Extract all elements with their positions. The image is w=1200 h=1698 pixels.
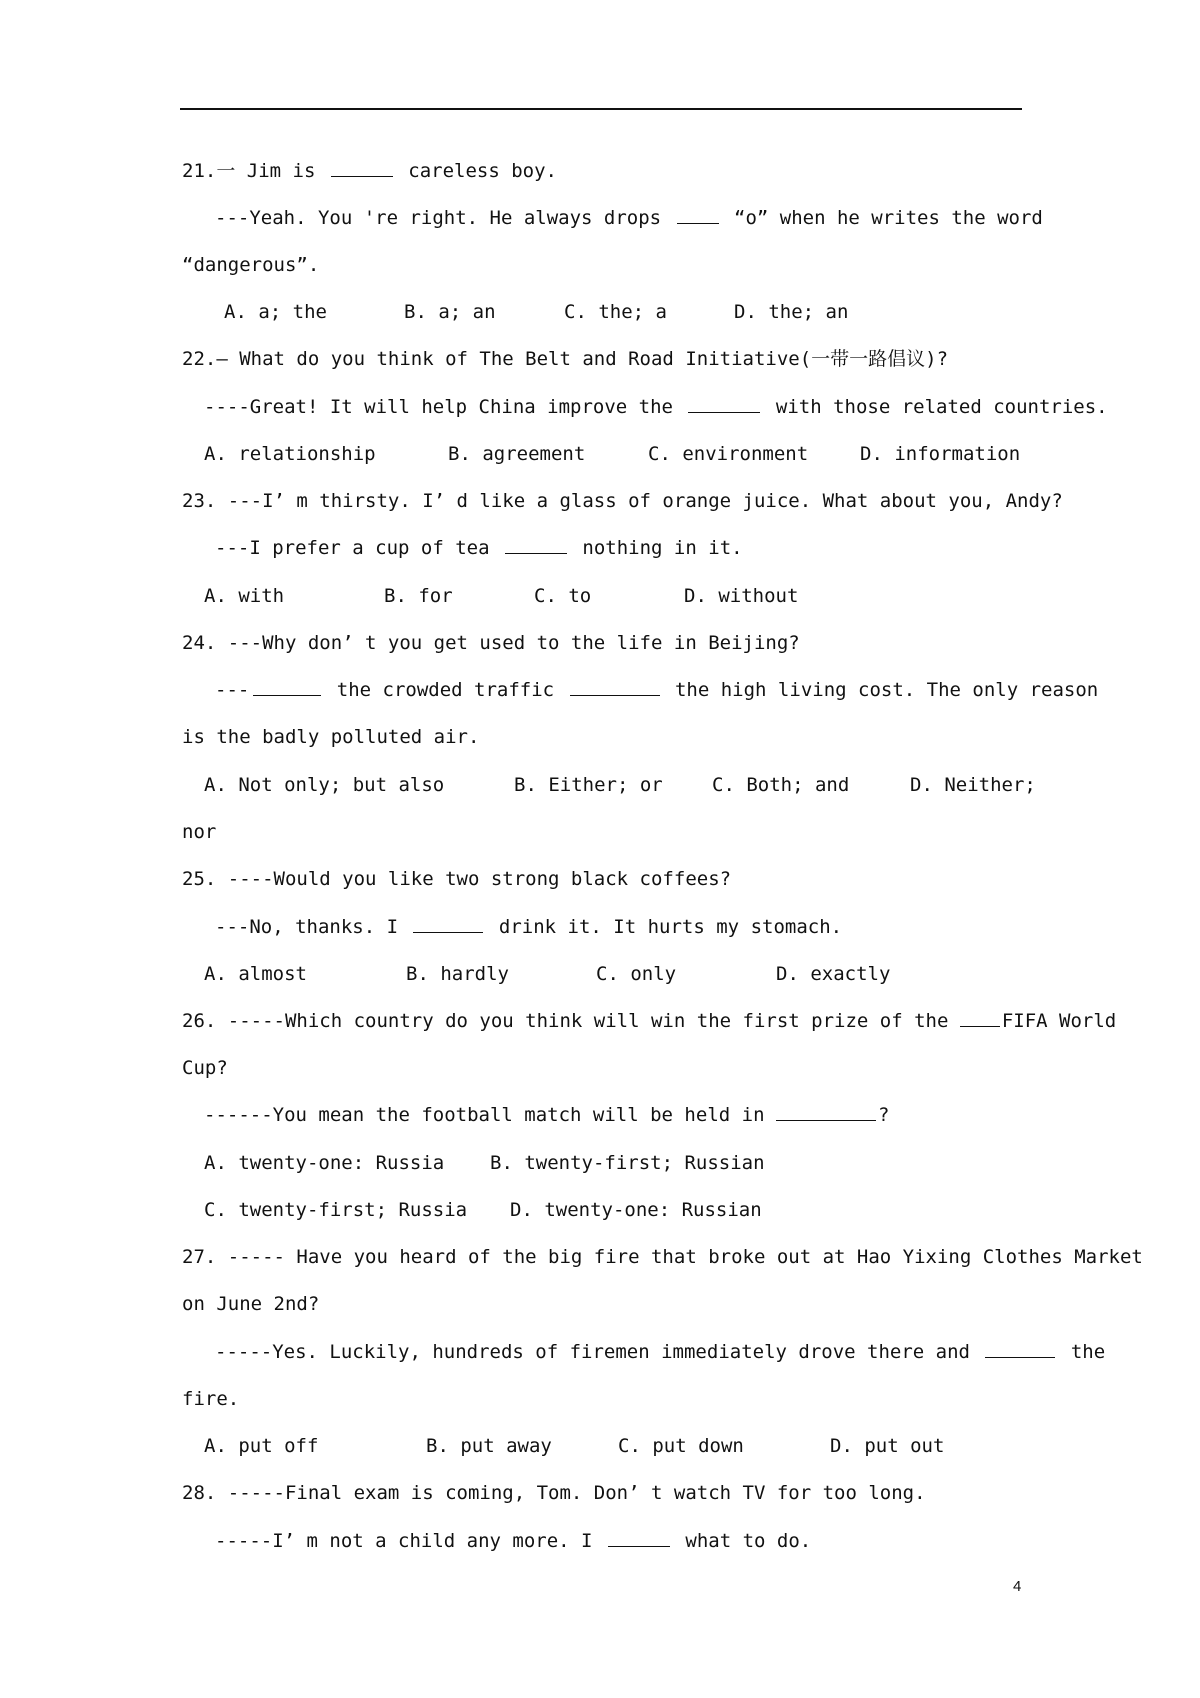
question-21-stem-post: careless boy. xyxy=(396,160,557,182)
question-28-stem: 28. -----Final exam is coming, Tom. Don’ t watch TV for too long. xyxy=(182,1482,926,1504)
question-27-reply-cont: fire. xyxy=(182,1388,240,1410)
answer-blank[interactable] xyxy=(688,394,760,413)
option-b[interactable]: B. put away xyxy=(426,1435,552,1457)
question-25-reply-pre: ---No, thanks. I xyxy=(215,916,410,938)
answer-blank[interactable] xyxy=(505,535,567,554)
question-24-stem: 24. ---Why don’ t you get used to the life in Beijing? xyxy=(182,632,800,654)
option-c[interactable]: C. to xyxy=(534,585,592,607)
question-22-reply-post: with those related countries. xyxy=(764,396,1108,418)
question-24-reply-cont: is the badly polluted air. xyxy=(182,726,480,748)
option-a[interactable]: A. relationship xyxy=(204,443,376,465)
question-21-options xyxy=(224,297,864,327)
question-23-reply-post: nothing in it. xyxy=(570,537,743,559)
option-d[interactable]: D. Neither; xyxy=(910,774,1036,796)
question-24-reply-pre: --- xyxy=(215,679,250,701)
option-b[interactable]: B. Either; or xyxy=(514,774,663,796)
option-a[interactable]: A. twenty-one: Russia xyxy=(204,1152,445,1174)
question-26-stem-cont: Cup? xyxy=(182,1057,228,1079)
question-23-reply-pre: ---I prefer a cup of tea xyxy=(215,537,501,559)
option-c[interactable]: C. environment xyxy=(648,443,809,465)
option-a[interactable]: A. Not only; but also xyxy=(204,774,445,796)
question-27-reply-pre: -----Yes. Luckily, hundreds of firemen immediately drove there and xyxy=(215,1341,982,1363)
question-21-reply-cont: “dangerous”. xyxy=(182,254,320,276)
option-b[interactable]: B. for xyxy=(384,585,453,607)
answer-blank[interactable] xyxy=(776,1102,876,1121)
option-d[interactable]: D. the; an xyxy=(734,301,849,323)
answer-blank[interactable] xyxy=(413,914,483,933)
question-28-reply xyxy=(215,1526,811,1556)
question-22-stem: 22.— What do you think of The Belt and Road Initiative(一带一路倡议)? xyxy=(182,348,949,370)
question-27-stem: 27. ----- Have you heard of the big fire that broke out at Hao Yixing Clothes Market xyxy=(182,1246,1143,1268)
option-c[interactable]: C. the; a xyxy=(564,301,667,323)
option-b[interactable]: B. hardly xyxy=(406,963,509,985)
question-27-reply xyxy=(215,1337,1105,1367)
answer-blank[interactable] xyxy=(608,1528,670,1547)
option-a[interactable]: A. put off xyxy=(204,1435,319,1457)
option-a[interactable]: A. almost xyxy=(204,963,307,985)
answer-blank[interactable] xyxy=(960,1008,1000,1027)
question-26-stem-post: FIFA World xyxy=(1001,1010,1117,1032)
answer-blank[interactable] xyxy=(570,677,660,696)
answer-blank[interactable] xyxy=(253,677,321,696)
header-rule xyxy=(180,108,1022,110)
question-23-reply xyxy=(215,533,743,563)
question-21-reply-pre: ---Yeah. You 're right. He always drops xyxy=(215,207,673,229)
option-d[interactable]: D. twenty-one: Russian xyxy=(510,1199,762,1221)
answer-blank[interactable] xyxy=(331,158,393,177)
question-28-reply-pre: -----I’ m not a child any more. I xyxy=(215,1530,604,1552)
question-26-stem xyxy=(182,1006,1116,1036)
option-c[interactable]: C. put down xyxy=(618,1435,744,1457)
question-21-reply-post: “o” when he writes the word xyxy=(722,207,1043,229)
question-26-stem-pre: 26. -----Which country do you think will win the first prize of the xyxy=(182,1010,960,1032)
question-25-reply-post: drink it. It hurts my stomach. xyxy=(487,916,843,938)
option-b[interactable]: B. agreement xyxy=(448,443,586,465)
question-24-reply-mid: the crowded traffic xyxy=(325,679,566,701)
question-21-stem-pre: 21.一 Jim is xyxy=(182,160,327,182)
answer-blank[interactable] xyxy=(677,205,719,224)
option-d[interactable]: D. put out xyxy=(830,1435,945,1457)
question-27-reply-post: the xyxy=(1059,1341,1106,1363)
option-b[interactable]: B. a; an xyxy=(404,301,496,323)
option-c[interactable]: C. Both; and xyxy=(712,774,850,796)
question-28-reply-post: what to do. xyxy=(673,1530,812,1552)
question-22-reply-pre: ----Great! It will help China improve the xyxy=(204,396,685,418)
question-24-options-cont: nor xyxy=(182,821,217,843)
question-22-reply xyxy=(204,392,1108,422)
option-d[interactable]: D. without xyxy=(684,585,799,607)
question-21-stem xyxy=(182,156,557,186)
question-26-options-row2 xyxy=(204,1195,770,1225)
question-21-reply xyxy=(215,203,1043,233)
question-23-options xyxy=(204,581,824,611)
question-25-reply xyxy=(215,912,842,942)
option-c[interactable]: C. only xyxy=(596,963,677,985)
option-d[interactable]: D. information xyxy=(860,443,1021,465)
question-26-reply xyxy=(204,1100,889,1130)
question-24-reply-post: the high living cost. The only reason xyxy=(663,679,1099,701)
question-26-options-row1 xyxy=(204,1148,765,1178)
option-b[interactable]: B. twenty-first; Russian xyxy=(490,1152,765,1174)
question-24-options xyxy=(204,770,1036,800)
page-number: 4 xyxy=(1013,1578,1022,1595)
question-27-options xyxy=(204,1431,970,1461)
option-a[interactable]: A. a; the xyxy=(224,301,327,323)
option-c[interactable]: C. twenty-first; Russia xyxy=(204,1199,468,1221)
question-27-stem-cont: on June 2nd? xyxy=(182,1293,320,1315)
question-26-reply-post: ? xyxy=(877,1104,890,1126)
answer-blank[interactable] xyxy=(985,1339,1055,1358)
option-d[interactable]: D. exactly xyxy=(776,963,891,985)
question-25-options xyxy=(204,959,916,989)
question-25-stem: 25. ----Would you like two strong black coffees? xyxy=(182,868,732,890)
question-26-reply-pre: ------You mean the football match will be held in xyxy=(204,1104,776,1126)
question-24-reply xyxy=(215,675,1098,705)
question-22-options xyxy=(204,439,1020,469)
question-23-stem: 23. ---I’ m thirsty. I’ d like a glass of orange juice. What about you, Andy? xyxy=(182,490,1063,512)
option-a[interactable]: A. with xyxy=(204,585,285,607)
